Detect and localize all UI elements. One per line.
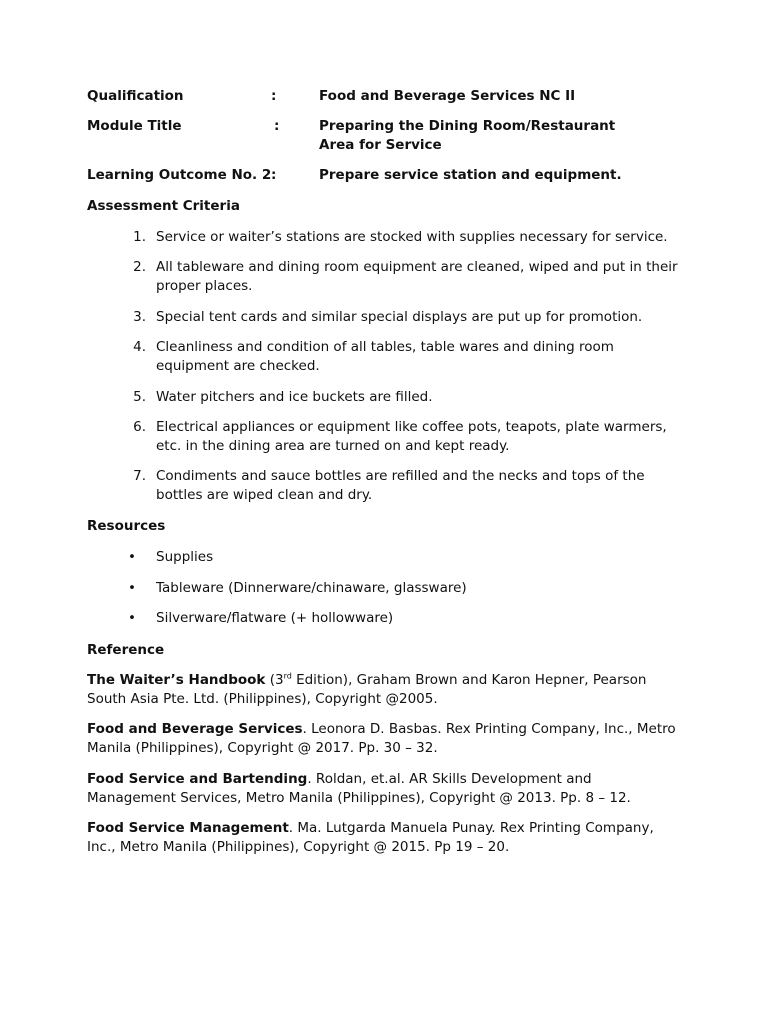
- criteria-number: 7.: [133, 468, 146, 484]
- reference-entry: [87, 819, 677, 857]
- reference-entry: [87, 770, 677, 808]
- criteria-text: Cleanliness and condition of all tables, table wares and dining room equipment are checked.: [156, 339, 614, 374]
- criteria-number: 5.: [133, 389, 146, 405]
- criteria-number: 2.: [133, 259, 146, 275]
- qualification-value: Food and Beverage Services NC II: [319, 88, 576, 104]
- bullet-icon: •: [128, 549, 136, 565]
- criteria-number: 3.: [133, 309, 146, 325]
- reference-details: . Leonora D. Basbas. Rex Printing Company, Inc., Metro Manila (Philippines), Copyright @ 2017. Pp. 30 – 32.: [87, 721, 676, 756]
- criteria-text: Water pitchers and ice buckets are filled.: [156, 389, 433, 405]
- criteria-number: 4.: [133, 339, 146, 355]
- module-title-colon: :: [274, 118, 280, 134]
- learning-outcome-label: Learning Outcome No. 2: [87, 167, 272, 183]
- criteria-number: 1.: [133, 229, 146, 245]
- resource-text: Supplies: [156, 549, 214, 565]
- reference-title: Food Service and Bartending: [87, 771, 308, 787]
- reference-title: Food and Beverage Services: [87, 721, 303, 737]
- bullet-icon: •: [128, 580, 136, 596]
- learning-outcome-value: Prepare service station and equipment.: [319, 167, 622, 183]
- reference-entry: [87, 671, 677, 709]
- assessment-criteria-heading: Assessment Criteria: [87, 198, 240, 214]
- reference-details: . Roldan, et.al. AR Skills Development and Management Services, Metro Manila (Philippines), Copyright @ 2013. Pp. 8 – 12.: [87, 771, 631, 806]
- criteria-text: Condiments and sauce bottles are refilled and the necks and tops of the bottles are wiped clean and dry.: [156, 468, 645, 503]
- resource-text: Tableware (Dinnerware/chinaware, glassware): [156, 580, 467, 596]
- reference-details: Edition), Graham Brown and Karon Hepner, Pearson South Asia Pte. Ltd. (Philippines), Copyright @2005.: [87, 672, 647, 707]
- resources-heading: Resources: [87, 518, 166, 534]
- criteria-text: Special tent cards and similar special displays are put up for promotion.: [156, 309, 643, 325]
- module-title-label: Module Title: [87, 118, 182, 134]
- criteria-text: All tableware and dining room equipment are cleaned, wiped and put in their proper places.: [156, 259, 678, 294]
- reference-title: Food Service Management: [87, 820, 289, 836]
- reference-heading: Reference: [87, 642, 165, 658]
- criteria-text: Service or waiter’s stations are stocked with supplies necessary for service.: [156, 229, 668, 245]
- qualification-label: Qualification: [87, 88, 184, 104]
- reference-title: The Waiter’s Handbook: [87, 672, 266, 688]
- criteria-text: Electrical appliances or equipment like coffee pots, teapots, plate warmers, etc. in the dining area are turned on and kept ready.: [156, 419, 667, 454]
- qualification-colon: :: [271, 88, 277, 104]
- reference-edition: (3: [265, 672, 284, 688]
- learning-outcome-colon: :: [271, 167, 277, 183]
- reference-entry: [87, 720, 677, 758]
- resource-text: Silverware/flatware (+ hollowware): [156, 610, 394, 626]
- criteria-number: 6.: [133, 419, 146, 435]
- reference-details: . Ma. Lutgarda Manuela Punay. Rex Printing Company, Inc., Metro Manila (Philippines), Copyright @ 2015. Pp 19 – 20.: [87, 820, 654, 855]
- bullet-icon: •: [128, 610, 136, 626]
- reference-superscript: rd: [283, 671, 292, 681]
- module-title-value: Preparing the Dining Room/Restaurant Area for Service: [319, 118, 616, 153]
